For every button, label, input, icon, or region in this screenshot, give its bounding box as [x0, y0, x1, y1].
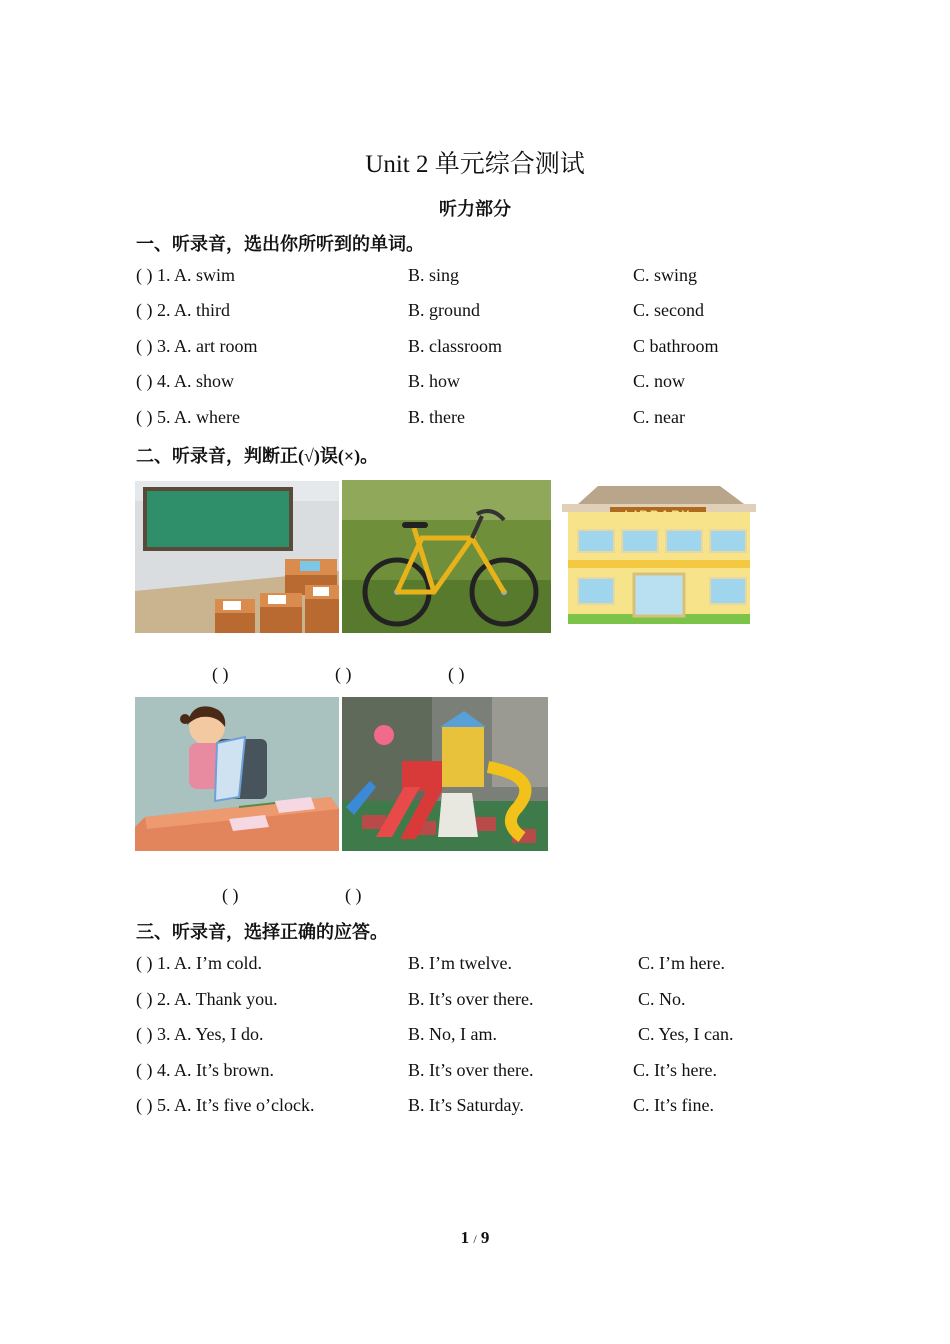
option-c: C. near: [633, 407, 685, 427]
option-b: B. It’s over there.: [408, 1060, 534, 1080]
question-text: ( ) 4. A. show: [136, 371, 234, 391]
page-title: Unit 2 单元综合测试: [365, 151, 585, 178]
option-b: B. It’s Saturday.: [408, 1095, 524, 1115]
option-b: B. No, I am.: [408, 1024, 497, 1044]
answer-blank-2[interactable]: ( ): [335, 664, 352, 684]
question-text: ( ) 5. A. where: [136, 407, 240, 427]
answer-blank-3[interactable]: ( ): [448, 664, 465, 684]
option-c: C. It’s fine.: [633, 1095, 714, 1115]
option-c: C. now: [633, 371, 686, 391]
section-3-item-2: [136, 989, 836, 1015]
question-text: ( ) 2. A. third: [136, 300, 230, 320]
section-1-heading: 一、听录音，选出你所听到的单词。: [136, 234, 424, 254]
option-b: B. sing: [408, 265, 460, 285]
total-pages: 9: [480, 1228, 490, 1247]
section-3-heading: 三、听录音，选择正确的应答。: [136, 922, 388, 942]
option-c: C. No.: [638, 989, 686, 1009]
question-text: ( ) 3. A. art room: [136, 336, 258, 356]
option-b: B. ground: [408, 300, 480, 320]
option-b: B. It’s over there.: [408, 989, 534, 1009]
section-1-item-4: [136, 371, 836, 397]
section-1-item-1: [136, 265, 836, 291]
page-number: [0, 1228, 950, 1248]
section-2-heading: 二、听录音，判断正(√)误(×)。: [136, 446, 379, 466]
playground-picture: [342, 697, 548, 851]
question-text: ( ) 1. A. swim: [136, 265, 235, 285]
option-c: C. second: [633, 300, 704, 320]
answer-blank-4[interactable]: ( ): [222, 885, 239, 905]
option-b: B. how: [408, 371, 461, 391]
section-1-item-3: [136, 336, 836, 362]
option-c: C. swing: [633, 265, 698, 285]
section-3-item-4: [136, 1060, 836, 1086]
option-c: C. It’s here.: [633, 1060, 717, 1080]
girl-desk-picture: [135, 697, 339, 851]
current-page: 1: [460, 1228, 470, 1247]
page-subtitle: 听力部分: [439, 199, 511, 219]
page-separator: /: [473, 1232, 477, 1246]
section-1-item-2: [136, 300, 836, 326]
section-3-item-1: [136, 953, 836, 979]
section-1-item-5: [136, 407, 836, 433]
question-text: ( ) 5. A. It’s five o’clock.: [136, 1095, 315, 1115]
question-text: ( ) 1. A. I’m cold.: [136, 953, 262, 973]
option-b: B. I’m twelve.: [408, 953, 512, 973]
answer-blank-1[interactable]: ( ): [212, 664, 229, 684]
question-text: ( ) 3. A. Yes, I do.: [136, 1024, 264, 1044]
classroom-picture: [135, 481, 339, 633]
answer-blank-5[interactable]: ( ): [345, 885, 362, 905]
question-text: ( ) 2. A. Thank you.: [136, 989, 278, 1009]
section-3-item-5: [136, 1095, 836, 1121]
option-b: B. there: [408, 407, 465, 427]
bicycle-picture: [342, 480, 551, 633]
section-3-item-3: [136, 1024, 836, 1050]
library-picture: [558, 482, 760, 627]
option-c: C. I’m here.: [638, 953, 725, 973]
option-b: B. classroom: [408, 336, 502, 356]
option-c: C bathroom: [633, 336, 719, 356]
library-sign: LIBRARY: [624, 508, 692, 522]
question-text: ( ) 4. A. It’s brown.: [136, 1060, 274, 1080]
option-c: C. Yes, I can.: [638, 1024, 734, 1044]
